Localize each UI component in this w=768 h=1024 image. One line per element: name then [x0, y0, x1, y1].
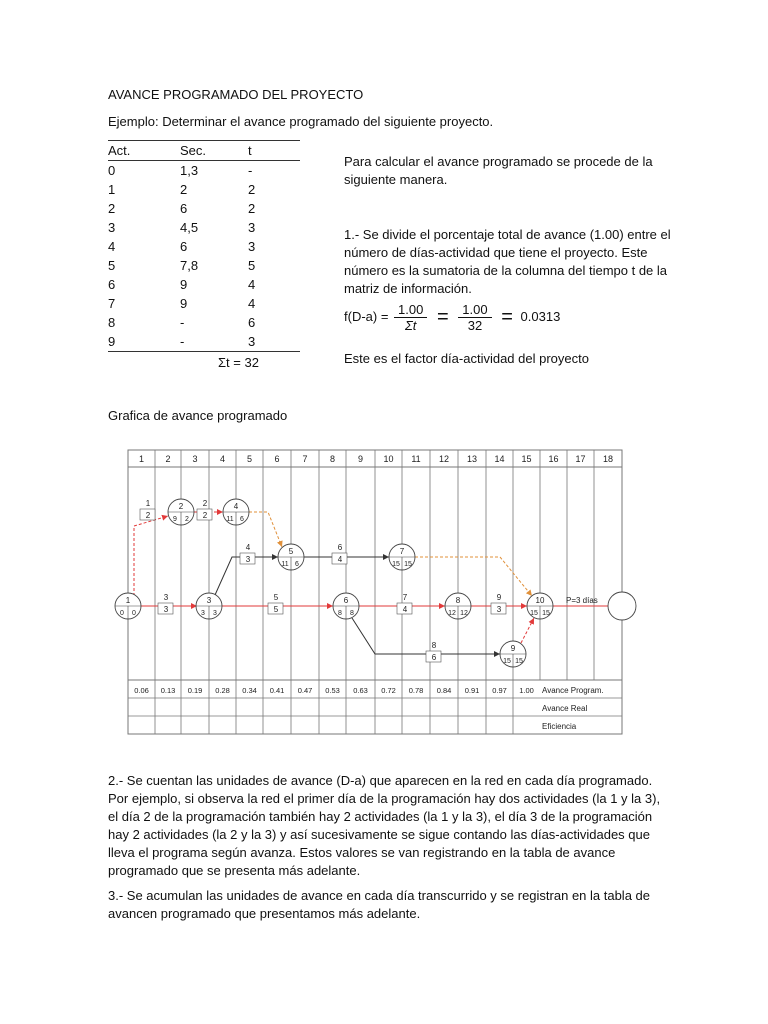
node-number: 4 — [233, 502, 239, 511]
day-label: 7 — [302, 454, 308, 464]
activity-label: 5 — [273, 593, 279, 602]
node-late: 15 — [404, 561, 412, 568]
node-early: 15 — [503, 658, 511, 665]
step1-text: 1.- Se divide el porcentaje total de avance (1.00) entre el número de días-actividad que tiene el proyecto. Este número es la sumatoria de la columna del tiempo t de la matriz de información. — [344, 227, 671, 296]
node-early: 15 — [530, 610, 538, 617]
cell-t: 6 — [248, 315, 256, 330]
node-late: 6 — [295, 561, 299, 568]
day-label: 14 — [494, 454, 505, 464]
node-early: 9 — [173, 516, 177, 523]
node-number: 8 — [455, 596, 461, 605]
day-label: 2 — [165, 454, 171, 464]
day-label: 17 — [575, 454, 586, 464]
node-early: 15 — [392, 561, 400, 568]
node-early: 11 — [281, 561, 289, 568]
step2-text: 2.- Se cuentan las unidades de avance (D-a) que aparecen en la red en cada día programado. Por ejemplo, si observa la red el primer día de la programación hay dos actividades (la 1 y la 3), el día 2 de la programación también hay 2 actividades (la 1 y la 3), el día 3 de la programación hay 2 actividades (la 2 y la 3) y así sucesivamente se sigue contando las días-actividades que lleva el programa según avanza. Estos valores se van registrando en la tabla de avance programado que se presenta más adelante. — [108, 773, 661, 878]
node-late: 3 — [213, 610, 217, 617]
activity-duration: 3 — [496, 605, 502, 614]
day-label: 3 — [192, 454, 198, 464]
arrow-4-dummy — [249, 512, 282, 547]
avance-program-value: 0.47 — [297, 686, 313, 695]
row-label: Avance Real — [542, 704, 588, 713]
cell-act: 7 — [108, 296, 116, 311]
step3-text: 3.- Se acumulan las unidades de avance en cada día transcurrido y se registran en la tabla de avancen programado que presentamos más adelante. — [108, 888, 651, 921]
avance-program-value: 0.91 — [464, 686, 480, 695]
cell-act: 6 — [108, 277, 116, 292]
page-title: AVANCE PROGRAMADO DEL PROYECTO — [108, 87, 364, 102]
node-early: 11 — [226, 516, 234, 523]
cell-act: 0 — [108, 163, 116, 178]
day-label: 16 — [548, 454, 559, 464]
avance-program-value: 0.34 — [242, 686, 257, 695]
cell-t: 4 — [248, 277, 256, 292]
cell-act: 8 — [108, 315, 116, 330]
arrow-8 — [352, 618, 500, 654]
cell-act: 2 — [108, 201, 116, 216]
node-number: 2 — [178, 502, 184, 511]
avance-program-value: 0.13 — [160, 686, 176, 695]
node-early: 0 — [120, 610, 124, 617]
activity-label: 4 — [245, 543, 251, 552]
activity-duration: 4 — [337, 555, 343, 564]
fraction-2-num: 1.00 — [458, 302, 491, 318]
day-label: 12 — [438, 454, 450, 464]
activity-label: 1 — [145, 499, 151, 508]
node-number: 5 — [288, 547, 294, 556]
activity-label: 2 — [202, 499, 208, 508]
activity-duration: 3 — [163, 605, 169, 614]
cell-t: 2 — [248, 201, 256, 216]
activity-duration: 3 — [245, 555, 251, 564]
activity-label: 9 — [496, 593, 502, 602]
day-label: 15 — [521, 454, 532, 464]
activity-duration: 2 — [145, 511, 151, 520]
node-number: 1 — [125, 596, 131, 605]
node-late: 15 — [542, 610, 550, 617]
node-late: 8 — [350, 610, 354, 617]
cell-sec: 7,8 — [180, 258, 199, 273]
fraction-1-den: Σt — [404, 318, 417, 333]
avance-program-value: 0.97 — [492, 686, 507, 695]
cell-sec: - — [180, 334, 185, 349]
activity-duration: 4 — [402, 605, 408, 614]
node-late: 12 — [460, 610, 468, 617]
avance-program-value: 0.63 — [353, 686, 368, 695]
cell-sec: 1,3 — [180, 163, 199, 178]
day-label: 18 — [602, 454, 614, 464]
equals-sign-2: = — [501, 306, 513, 328]
node-late: 2 — [185, 516, 189, 523]
node-number: 10 — [535, 596, 545, 605]
cell-t: 3 — [248, 220, 256, 235]
activity-duration: 5 — [273, 605, 279, 614]
node-end — [608, 592, 636, 620]
activity-duration: 6 — [431, 653, 437, 662]
activity-label: 8 — [431, 641, 437, 650]
cell-sec: 6 — [180, 239, 188, 254]
cell-sec: - — [180, 315, 185, 330]
factor-text: Este es el factor día-actividad del proyecto — [344, 351, 589, 366]
arrow-dummy — [415, 557, 532, 596]
avance-program-value: 0.06 — [134, 686, 149, 695]
day-label: 4 — [219, 454, 226, 464]
node-early: 12 — [448, 610, 456, 617]
p-label: P=3 días — [566, 596, 598, 605]
node-number: 9 — [510, 644, 516, 653]
col-header-t: t — [248, 143, 252, 158]
day-label: 11 — [411, 454, 421, 464]
node-early: 3 — [201, 610, 205, 617]
cell-sec: 4,5 — [180, 220, 199, 235]
node-late: 0 — [132, 610, 136, 617]
cell-sec: 2 — [180, 182, 188, 197]
day-label: 1 — [138, 454, 145, 464]
avance-program-value: 0.41 — [269, 686, 285, 695]
cell-sec: 6 — [180, 201, 188, 216]
avance-program-value: 0.19 — [187, 686, 203, 695]
day-label: 13 — [466, 454, 478, 464]
avance-program-value: 1.00 — [519, 686, 534, 695]
cell-sec: 9 — [180, 277, 188, 292]
arrow-dummy-2 — [521, 618, 534, 643]
fraction-2-den: 32 — [467, 318, 483, 333]
activity-duration: 2 — [202, 511, 208, 520]
sum-t: Σt = 32 — [218, 355, 259, 370]
col-header-sec: Sec. — [180, 143, 207, 158]
formula-result: 0.0313 — [520, 308, 561, 324]
cell-t: 4 — [248, 296, 256, 311]
intro-text: Para calcular el avance programado se procede de la siguiente manera. — [344, 154, 653, 187]
fraction-1-num: 1.00 — [394, 302, 427, 318]
node-late: 15 — [515, 658, 523, 665]
cell-t: 3 — [248, 239, 256, 254]
cell-act: 1 — [108, 182, 116, 197]
avance-program-value: 0.84 — [436, 686, 452, 695]
cell-t: 5 — [248, 258, 256, 273]
avance-program-value: 0.28 — [215, 686, 230, 695]
col-header-act: Act. — [108, 143, 131, 158]
cell-act: 4 — [108, 239, 116, 254]
day-label: 9 — [357, 454, 364, 464]
day-label: 10 — [383, 454, 394, 464]
cell-act: 9 — [108, 334, 116, 349]
activity-label: 6 — [337, 543, 343, 552]
formula-lhs: f(D-a) = — [344, 308, 389, 324]
cell-t: 3 — [248, 334, 256, 349]
day-label: 5 — [246, 454, 253, 464]
day-label: 8 — [329, 454, 336, 464]
node-early: 8 — [338, 610, 342, 617]
node-number: 7 — [399, 547, 405, 556]
activity-label: 3 — [163, 593, 169, 602]
node-late: 6 — [240, 516, 244, 523]
row-label: Eficiencia — [542, 722, 577, 731]
chart-title: Grafica de avance programado — [108, 408, 288, 423]
cell-t: 2 — [248, 182, 256, 197]
cell-act: 3 — [108, 220, 116, 235]
cell-act: 5 — [108, 258, 116, 273]
example-text: Ejemplo: Determinar el avance programado del siguiente proyecto. — [108, 114, 494, 129]
day-label: 6 — [274, 454, 280, 464]
avance-program-value: 0.78 — [408, 686, 424, 695]
cell-t: - — [248, 163, 253, 178]
row-label: Avance Program. — [542, 686, 604, 695]
node-number: 3 — [206, 596, 212, 605]
avance-program-value: 0.53 — [325, 686, 340, 695]
node-number: 6 — [343, 596, 349, 605]
arrow-1 — [134, 516, 168, 596]
avance-program-value: 0.72 — [381, 686, 396, 695]
cell-sec: 9 — [180, 296, 188, 311]
equals-sign: = — [436, 306, 449, 328]
activity-label: 7 — [402, 593, 408, 602]
